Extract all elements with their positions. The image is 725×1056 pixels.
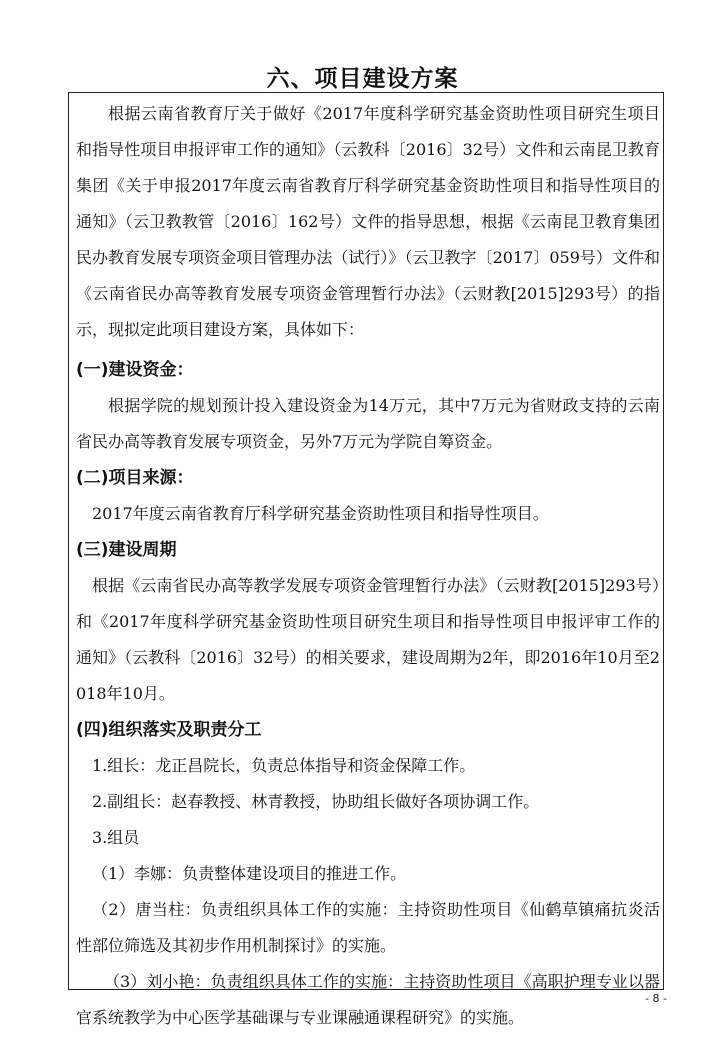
section-body-period: 根据《云南省民办高等教学发展专项资金管理暂行办法》（云财教[2015]293号）和《2017年度科学研究基金资助性项目研究生项目和指导性项目申报评审工作的通知》（云教科〔2016〕32号）的相关要求，建设周期为2年，即2016年10月至2018年10月。 <box>76 576 660 703</box>
page-number: - 8 - <box>645 992 667 1005</box>
intro-paragraph: 根据云南省教育厅关于做好《2017年度科学研究基金资助性项目研究生项目和指导性项目申报评审工作的通知》（云教科〔2016〕32号）文件和云南昆卫教育集团《关于申报2017年度云南省教育厅科学研究基金资助性项目和指导性项目的通知》（云卫教教管〔2016〕162号）文件的指导思想，根据《云南昆卫教育集团民办教育发展专项资金项目管理办法（试行）》（云卫教字〔2017〕059号）文件和《云南省民办高等教育发展专项资金管理暂行办法》（云财教[2015]293号）的指示，现拟定此项目建设方案，具体如下： <box>76 104 660 339</box>
org-item-deputy: 2.副组长：赵春教授、林青教授，协助组长做好各项协调工作。 <box>92 792 540 811</box>
org-item-leader: 1.组长：龙正昌院长，负责总体指导和资金保障工作。 <box>92 756 476 775</box>
org-item-members-label: 3.组员 <box>92 828 140 847</box>
section-heading-organization: (四)组织落实及职责分工 <box>76 720 262 740</box>
org-member-2: （2）唐当柱：负责组织具体工作的实施：主持资助性项目《仙鹤草镇痛抗炎活性部位筛选及其初步作用机制探讨》的实施。 <box>76 900 660 955</box>
section-heading-source: (二)项目来源： <box>76 468 194 488</box>
org-member-3: （3）刘小艳：负责组织具体工作的实施：主持资助性项目《高职护理专业以器官系统教学为中心医学基础课与专业课融通课程研究》的实施。 <box>76 972 660 1027</box>
section-heading-funding: (一)建设资金： <box>76 360 194 380</box>
org-member-1: （1）李娜：负责整体建设项目的推进工作。 <box>92 864 407 883</box>
section-body-source: 2017年度云南省教育厅科学研究基金资助性项目和指导性项目。 <box>92 504 549 523</box>
document-body <box>76 96 660 1036</box>
page-title: 六、项目建设方案 <box>266 66 459 92</box>
section-heading-period: (三)建设周期 <box>76 540 177 560</box>
section-body-funding: 根据学院的规划预计投入建设资金为14万元，其中7万元为省财政支持的云南省民办高等教育发展专项资金，另外7万元为学院自筹资金。 <box>76 396 660 451</box>
